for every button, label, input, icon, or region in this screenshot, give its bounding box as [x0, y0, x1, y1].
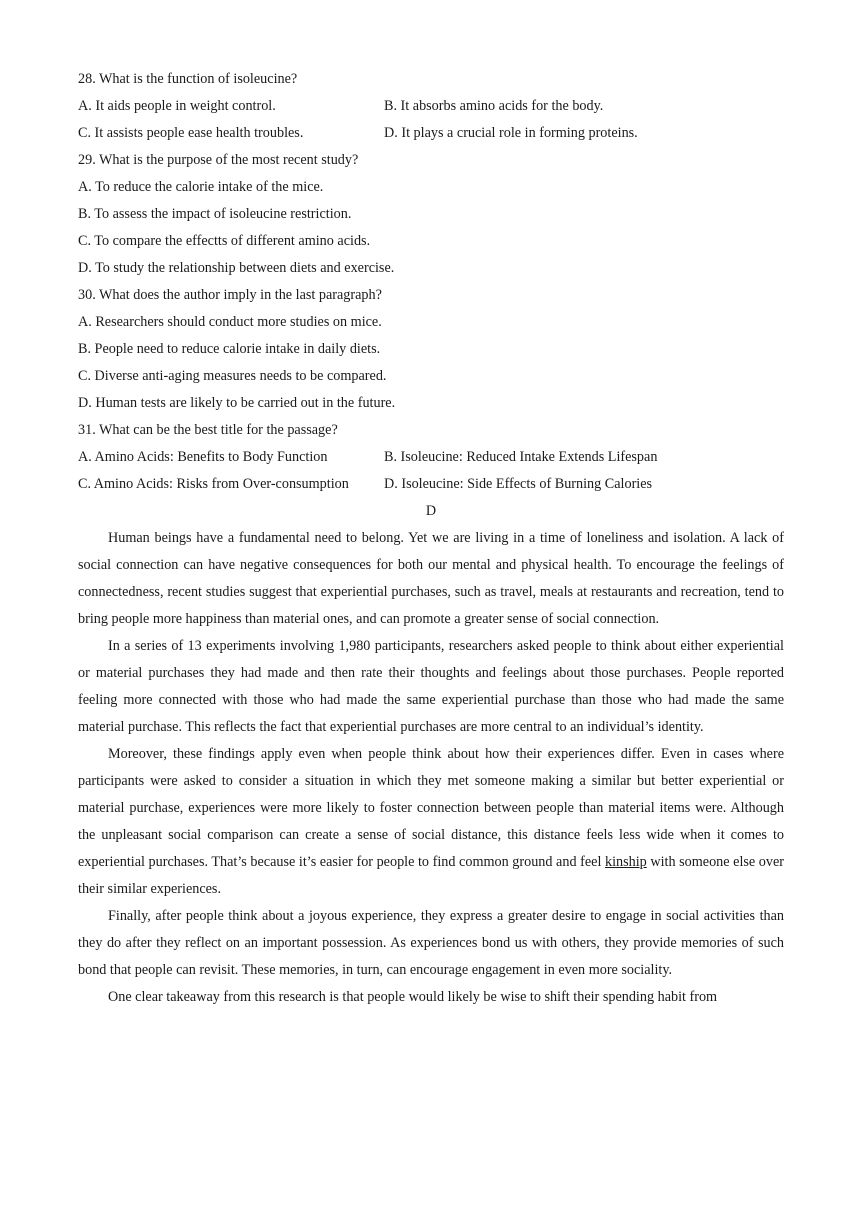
option-c: C. Diverse anti-aging measures needs to be compared. — [78, 368, 387, 384]
passage-paragraph-5: One clear takeaway from this research is that people would likely be wise to shift their spending habit from — [108, 989, 718, 1005]
paragraph-text-tail: with someone else over their similar experiences. — [78, 854, 785, 897]
question-stem: 29. What is the purpose of the most recent study? — [78, 152, 359, 168]
options-row — [78, 120, 784, 147]
paragraph-text: Moreover, these findings apply even when people think about how their experiences differ. Even in cases where participants were asked to consider a situation in which they met someone making a similar but better experiential or material purchase, experiences were more likely to foster connection between people than material items were. Although the unpleasant social comparison can create a sense of social distance, this distance feels less wide when it comes to experiential purchases. That’s because it’s easier for people to find common ground and feel — [78, 746, 784, 870]
section-title: D — [425, 503, 437, 519]
option-c: C. It assists people ease health troubles. — [78, 125, 304, 141]
options-row — [78, 93, 784, 120]
question-31 — [78, 417, 784, 498]
question-28 — [78, 66, 784, 147]
option-b: B. Isoleucine: Reduced Intake Extends Lifespan — [384, 449, 658, 465]
option-d: D. Isoleucine: Side Effects of Burning Calories — [384, 476, 653, 492]
passage-paragraph-3 — [78, 741, 784, 903]
passage — [78, 525, 784, 1011]
document-page — [78, 66, 784, 1011]
question-stem: 31. What can be the best title for the passage? — [78, 422, 338, 438]
options-row — [78, 471, 784, 498]
option-a: A. To reduce the calorie intake of the mice. — [78, 179, 324, 195]
option-b: B. It absorbs amino acids for the body. — [384, 98, 604, 114]
option-c: C. To compare the effectts of different amino acids. — [78, 233, 371, 249]
option-b: B. People need to reduce calorie intake in daily diets. — [78, 341, 381, 357]
question-29 — [78, 147, 784, 282]
question-30 — [78, 282, 784, 417]
question-stem: 30. What does the author imply in the last paragraph? — [78, 287, 382, 303]
option-a: A. Researchers should conduct more studies on mice. — [78, 314, 382, 330]
option-d: D. Human tests are likely to be carried out in the future. — [78, 395, 396, 411]
options-row — [78, 444, 784, 471]
underlined-word: kinship — [604, 854, 647, 870]
passage-paragraph-4: Finally, after people think about a joyous experience, they express a greater desire to engage in social activities than they do after they reflect on an important possession. As experiences bond us with others, they provide memories of such bond that people can revisit. These memories, in turn, can encourage engagement in even more sociality. — [78, 908, 784, 978]
passage-paragraph-2: In a series of 13 experiments involving 1,980 participants, researchers asked people to think about either experiential or material purchases they had made and then rate their thoughts and feelings about those purchases. People reported feeling more connected with those who had made the same experiential purchase than those who had made the same material purchase. This reflects the fact that experiential purchases are more central to an individual’s identity. — [78, 638, 784, 735]
option-b: B. To assess the impact of isoleucine restriction. — [78, 206, 352, 222]
option-d: D. It plays a crucial role in forming proteins. — [384, 125, 638, 141]
option-a: A. Amino Acids: Benefits to Body Function — [78, 449, 328, 465]
option-c: C. Amino Acids: Risks from Over-consumption — [78, 476, 349, 492]
option-d: D. To study the relationship between diets and exercise. — [78, 260, 395, 276]
passage-paragraph-1: Human beings have a fundamental need to belong. Yet we are living in a time of loneliness and isolation. A lack of social connection can have negative consequences for both our mental and physical health. To encourage the feelings of connectedness, recent studies suggest that experiential purchases, such as travel, meals at restaurants and recreation, tend to bring people more happiness than material ones, and can promote a greater sense of social connection. — [78, 530, 784, 627]
question-stem: 28. What is the function of isoleucine? — [78, 71, 298, 87]
option-a: A. It aids people in weight control. — [78, 98, 276, 114]
